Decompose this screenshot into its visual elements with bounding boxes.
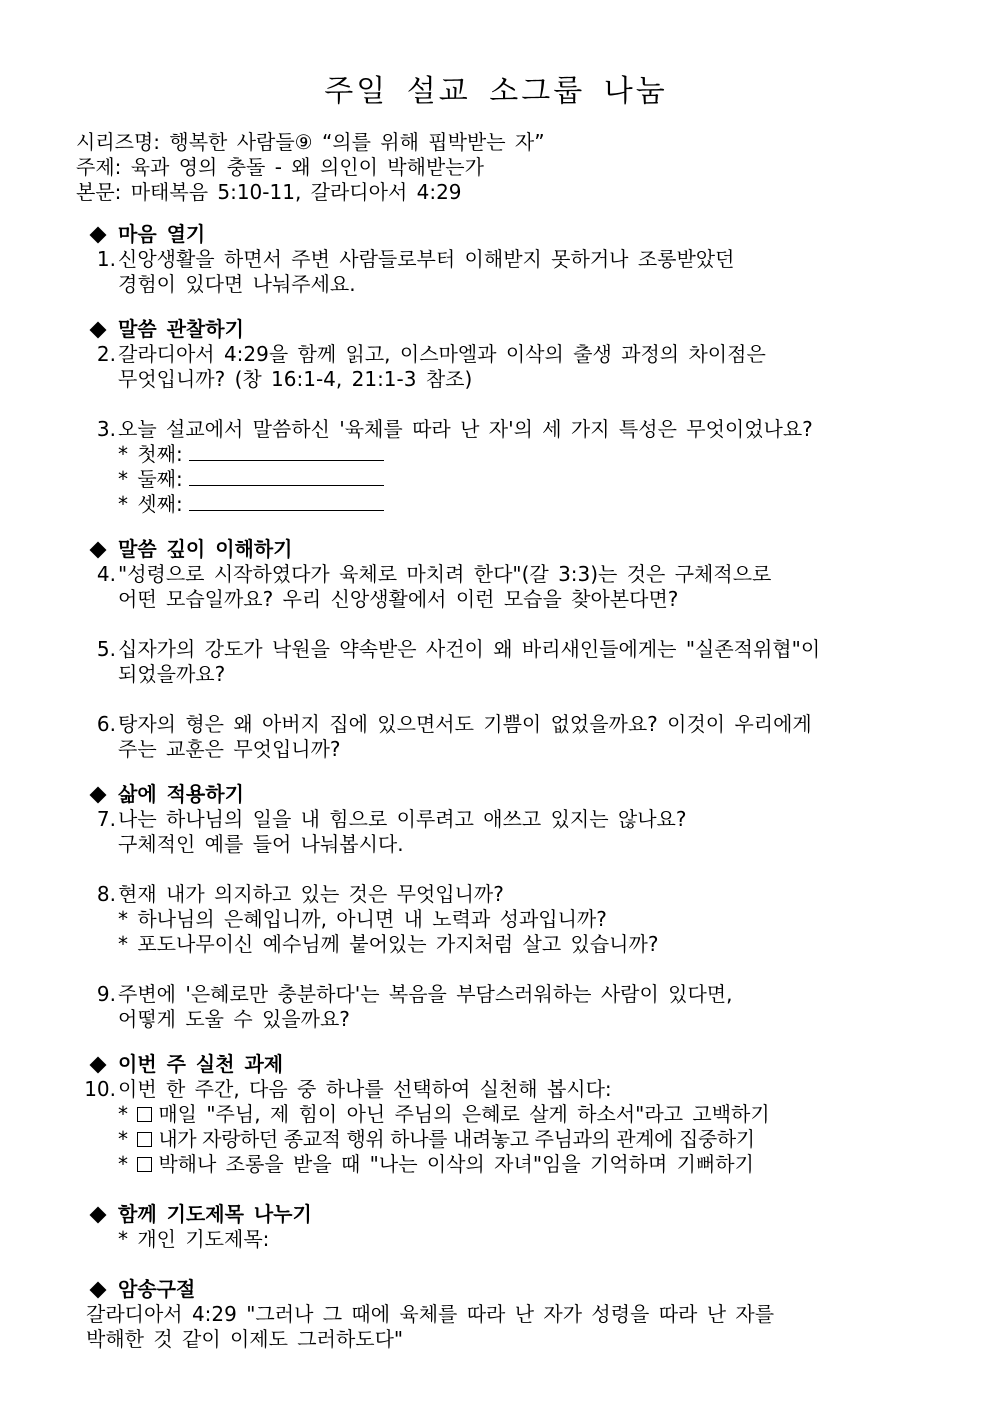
question-number: 4. bbox=[96, 562, 116, 586]
answer-blank[interactable] bbox=[189, 467, 384, 486]
sermon-info bbox=[76, 130, 545, 205]
section-heading-memory-verse bbox=[76, 1277, 936, 1302]
question-7 bbox=[76, 807, 936, 857]
question-number: 7. bbox=[96, 807, 116, 831]
question-text: 어떤 모습일까요? 우리 신앙생활에서 이런 모습을 찾아본다면? bbox=[118, 587, 679, 611]
question-text: 이번 한 주간, 다음 중 하나를 선택하여 실천해 봅시다: bbox=[118, 1077, 612, 1101]
scripture-line: 본문: 마태복음 5:10-11, 갈라디아서 4:29 bbox=[76, 180, 462, 204]
question-text: 현재 내가 의지하고 있는 것은 무엇입니까? bbox=[118, 882, 504, 906]
section-heading-observe bbox=[76, 317, 936, 342]
question-9 bbox=[76, 982, 936, 1032]
practice-option-3 bbox=[118, 1152, 936, 1177]
diamond-bullet-icon bbox=[90, 786, 107, 803]
question-text: 주는 교훈은 무엇입니까? bbox=[118, 737, 341, 761]
section-heading-apply bbox=[76, 782, 936, 807]
practice-option-label: 매일 "주님, 제 힘이 아닌 주님의 은혜로 살게 하소서"라고 고백하기 bbox=[158, 1102, 770, 1126]
section-heading-understand bbox=[76, 537, 936, 562]
question-number: 6. bbox=[96, 712, 116, 736]
verse-line: 갈라디아서 4:29 "그러나 그 때에 육체를 따라 난 자가 성령을 따라 난 자를 bbox=[86, 1302, 775, 1326]
practice-option-2 bbox=[118, 1127, 936, 1152]
question-5 bbox=[76, 637, 936, 687]
question-number: 1. bbox=[96, 247, 116, 271]
practice-option-label: 내가 자랑하던 종교적 행위 하나를 내려놓고 주님과의 관계에 집중하기 bbox=[158, 1127, 755, 1151]
section-heading-label: 함께 기도제목 나누기 bbox=[118, 1202, 312, 1226]
diamond-bullet-icon bbox=[90, 226, 107, 243]
answer-line-first bbox=[118, 442, 936, 467]
series-line: 시리즈명: 행복한 사람들⑨ “의를 위해 핍박받는 자” bbox=[76, 130, 545, 154]
answer-blank[interactable] bbox=[189, 492, 384, 511]
theme-line: 주제: 육과 영의 충돌 - 왜 의인이 박해받는가 bbox=[76, 155, 484, 179]
sub-question: * 포도나무이신 예수님께 붙어있는 가지처럼 살고 있습니까? bbox=[118, 932, 659, 956]
diamond-bullet-icon bbox=[90, 1056, 107, 1073]
question-number: 5. bbox=[96, 637, 116, 661]
diamond-bullet-icon bbox=[90, 1281, 107, 1298]
question-2 bbox=[76, 342, 936, 392]
question-text: 십자가의 강도가 낙원을 약속받은 사건이 왜 바리새인들에게는 "실존적위협"이 bbox=[118, 637, 821, 661]
question-text: 어떻게 도울 수 있을까요? bbox=[118, 1007, 350, 1031]
question-10 bbox=[76, 1077, 936, 1177]
question-number: 2. bbox=[96, 342, 116, 366]
sub-question: * 하나님의 은혜입니까, 아니면 내 노력과 성과입니까? bbox=[118, 907, 607, 931]
worksheet-content bbox=[76, 222, 936, 1352]
section-heading-label: 마음 열기 bbox=[118, 222, 206, 246]
question-1 bbox=[76, 247, 936, 297]
page-title: 주일 설교 소그룹 나눔 bbox=[324, 74, 668, 109]
question-4 bbox=[76, 562, 936, 612]
memory-verse-text bbox=[86, 1302, 936, 1352]
question-text: 주변에 '은혜로만 충분하다'는 복음을 부담스러워하는 사람이 있다면, bbox=[118, 982, 733, 1006]
personal-prayer-label: * 개인 기도제목: bbox=[118, 1227, 270, 1251]
question-number: 8. bbox=[96, 882, 116, 906]
answer-line-third bbox=[118, 492, 936, 517]
checkbox-icon[interactable] bbox=[137, 1107, 152, 1122]
section-heading-label: 말씀 관찰하기 bbox=[118, 317, 244, 341]
section-heading-open-heart bbox=[76, 222, 936, 247]
checkbox-icon[interactable] bbox=[137, 1132, 152, 1147]
question-number: 3. bbox=[96, 417, 116, 441]
diamond-bullet-icon bbox=[90, 1206, 107, 1223]
question-text: "성령으로 시작하였다가 육체로 마치려 한다"(갈 3:3)는 것은 구체적으로 bbox=[118, 562, 772, 586]
practice-option-1 bbox=[118, 1102, 936, 1127]
verse-line: 박해한 것 같이 이제도 그러하도다" bbox=[86, 1327, 404, 1351]
answer-label: * 둘째: bbox=[118, 467, 183, 491]
question-3 bbox=[76, 417, 936, 517]
section-heading-practice bbox=[76, 1052, 936, 1077]
question-text: 오늘 설교에서 말씀하신 '육체를 따라 난 자'의 세 가지 특성은 무엇이었나요? bbox=[118, 417, 813, 441]
bullet-mark: * bbox=[118, 1102, 128, 1126]
section-heading-label: 암송구절 bbox=[118, 1277, 196, 1301]
checkbox-icon[interactable] bbox=[137, 1157, 152, 1172]
question-text: 탕자의 형은 왜 아버지 집에 있으면서도 기쁨이 없었을까요? 이것이 우리에게 bbox=[118, 712, 812, 736]
diamond-bullet-icon bbox=[90, 541, 107, 558]
section-heading-label: 이번 주 실천 과제 bbox=[118, 1052, 284, 1076]
bullet-mark: * bbox=[118, 1152, 128, 1176]
question-6 bbox=[76, 712, 936, 762]
answer-label: * 첫째: bbox=[118, 442, 183, 466]
answer-label: * 셋째: bbox=[118, 492, 183, 516]
question-text: 구체적인 예를 들어 나눠봅시다. bbox=[118, 832, 404, 856]
question-8 bbox=[76, 882, 936, 957]
prayer-request bbox=[76, 1227, 936, 1252]
section-heading-label: 말씀 깊이 이해하기 bbox=[118, 537, 293, 561]
question-text: 경험이 있다면 나눠주세요. bbox=[118, 272, 356, 296]
section-heading-label: 삶에 적용하기 bbox=[118, 782, 244, 806]
question-text: 되었을까요? bbox=[118, 662, 226, 686]
section-heading-prayer bbox=[76, 1202, 936, 1227]
question-text: 나는 하나님의 일을 내 힘으로 이루려고 애쓰고 있지는 않나요? bbox=[118, 807, 687, 831]
question-text: 신앙생활을 하면서 주변 사람들로부터 이해받지 못하거나 조롱받았던 bbox=[118, 247, 735, 271]
practice-option-label: 박해나 조롱을 받을 때 "나는 이삭의 자녀"임을 기억하며 기뻐하기 bbox=[158, 1152, 754, 1176]
question-text: 무엇입니까? (창 16:1-4, 21:1-3 참조) bbox=[118, 367, 473, 391]
question-number: 9. bbox=[96, 982, 116, 1006]
diamond-bullet-icon bbox=[90, 321, 107, 338]
question-text: 갈라디아서 4:29을 함께 읽고, 이스마엘과 이삭의 출생 과정의 차이점은 bbox=[118, 342, 766, 366]
question-number: 10. bbox=[84, 1077, 116, 1101]
bullet-mark: * bbox=[118, 1127, 128, 1151]
answer-line-second bbox=[118, 467, 936, 492]
answer-blank[interactable] bbox=[189, 442, 384, 461]
